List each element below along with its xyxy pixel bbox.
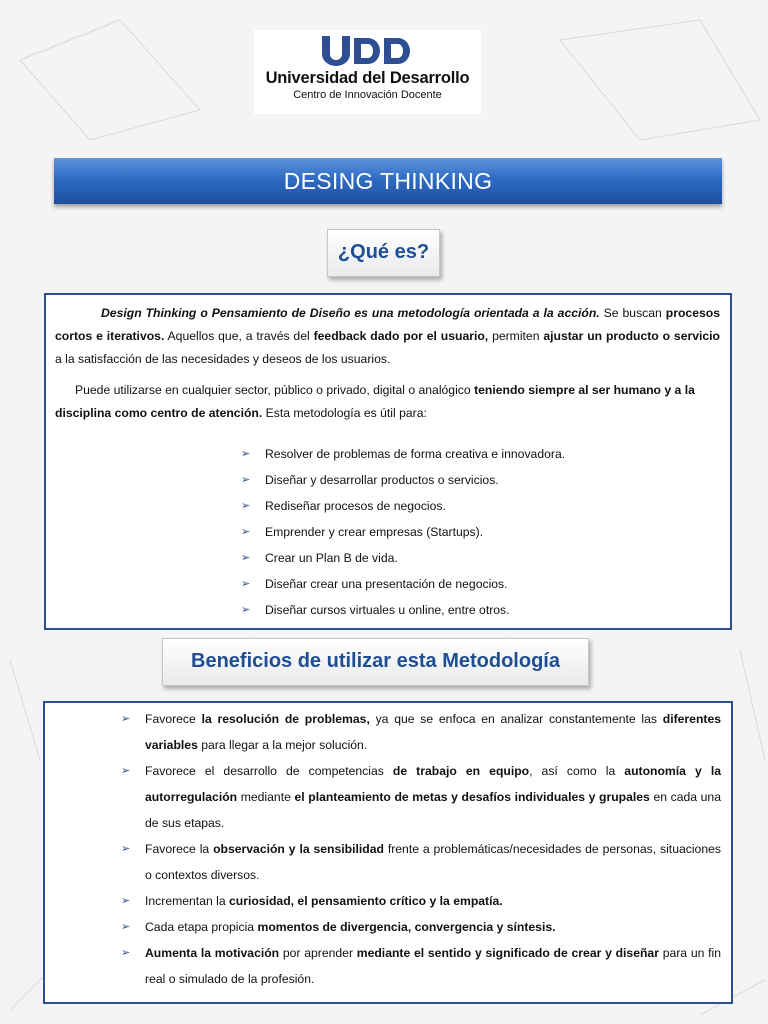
bold-text: feedback dado por el usuario, [313,329,489,343]
udd-logo-mark [320,36,416,66]
list-item [241,545,720,571]
university-subtitle: Centro de Innovación Docente [293,89,442,101]
arrow-bullet-icon: ➢ [121,765,131,777]
text-run: Puede utilizarse en cualquier sector, público o privado, digital o analógico [75,383,475,397]
text-run: ya que se enfoca en analizar constantemente las [369,712,663,726]
arrow-bullet-icon: ➢ [121,713,131,725]
benefit-item [121,758,721,836]
list-item-text: Crear un Plan B de vida. [265,551,398,565]
usage-paragraph [55,379,720,425]
text-run: en cada una de sus etapas. [145,790,721,830]
definition-box [44,293,732,630]
text-run: Se buscan [599,306,666,320]
list-item-text: Diseñar cursos virtuales u online, entre otros. [265,603,510,617]
bold-text: mediante el sentido y significado de crear y diseñar [356,946,659,960]
bold-text: procesos cortos e iterativos. [55,306,720,343]
benefit-item [121,836,721,888]
arrow-bullet-icon: ➢ [121,895,131,907]
bold-text: Aumenta la motivación [145,946,280,960]
text-run: permiten [488,329,544,343]
benefits-box [43,701,733,1004]
university-logo [254,30,481,114]
text-run: Aquellos que, a través del [164,329,314,343]
bold-text [101,306,600,320]
arrow-bullet-icon: ➢ [241,578,251,590]
text-run: a la satisfacción de las necesidades y deseos de los usuarios. [55,352,391,366]
arrow-bullet-icon: ➢ [241,448,251,460]
benefits-list [45,706,721,992]
bold-text: curiosidad, el pensamiento crítico y la empatía. [229,894,503,908]
arrow-bullet-icon: ➢ [121,921,131,933]
text-run: Favorece la [145,842,214,856]
benefit-item [121,888,721,914]
benefit-item [121,940,721,992]
list-item-text: Diseñar y desarrollar productos o servicios. [265,473,499,487]
list-item [241,441,720,467]
text-run: Favorece [145,712,202,726]
uses-list [55,441,720,623]
university-name: Universidad del Desarrollo [265,69,470,87]
text-run: , así como la [529,764,625,778]
text-run: frente a problemáticas/necesidades de personas, situaciones o contextos diversos. [145,842,721,882]
arrow-bullet-icon: ➢ [121,843,131,855]
text-run: Favorece el desarrollo de competencias [145,764,393,778]
arrow-bullet-icon: ➢ [241,526,251,538]
arrow-bullet-icon: ➢ [241,500,251,512]
definition-paragraph [55,302,720,371]
arrow-bullet-icon: ➢ [241,474,251,486]
bold-text: observación y la sensibilidad [213,842,384,856]
text-run: Cada etapa propicia [145,920,258,934]
arrow-bullet-icon: ➢ [241,552,251,564]
bold-text: momentos de divergencia, convergencia y síntesis. [257,920,556,934]
list-item [241,597,720,623]
bold-text: diferentes variables [145,712,722,752]
list-item-text: Emprender y crear empresas (Startups). [265,525,484,539]
emphasis-text: Design Thinking o Pensamiento de Diseño es una metodología orientada a la acción. [101,306,600,320]
que-es-heading: ¿Qué es? [327,229,440,277]
arrow-bullet-icon: ➢ [241,604,251,616]
list-item-text: Rediseñar procesos de negocios. [265,499,446,513]
arrow-bullet-icon: ➢ [121,947,131,959]
bold-text: de trabajo en equipo [392,764,530,778]
list-item-text: Resolver de problemas de forma creativa e innovadora. [265,447,566,461]
text-run: Incrementan la [145,894,230,908]
bold-text: la resolución de problemas, [201,712,370,726]
list-item-text: Diseñar crear una presentación de negocios. [265,577,508,591]
list-item [241,467,720,493]
benefit-item [121,914,721,940]
beneficios-heading: Beneficios de utilizar esta Metodología [162,638,589,686]
text-run: para un fin real o simulado de la profesión. [145,946,721,986]
page-title-banner: DESING THINKING [54,158,722,204]
text-run: mediante [237,790,295,804]
text-run: Esta metodología es útil para: [262,406,427,420]
list-item [241,571,720,597]
bold-text: autonomía y la autorregulación [145,764,721,804]
bold-text: el planteamiento de metas y desafíos individuales y grupales [294,790,650,804]
list-item [241,519,720,545]
list-item [241,493,720,519]
bold-text: teniendo siempre al ser humano y a la disciplina como centro de atención. [55,383,695,420]
benefit-item [121,706,722,758]
bold-text: ajustar un producto o servicio [543,329,720,343]
text-run: por aprender [279,946,357,960]
text-run: para llegar a la mejor solución. [197,738,368,752]
